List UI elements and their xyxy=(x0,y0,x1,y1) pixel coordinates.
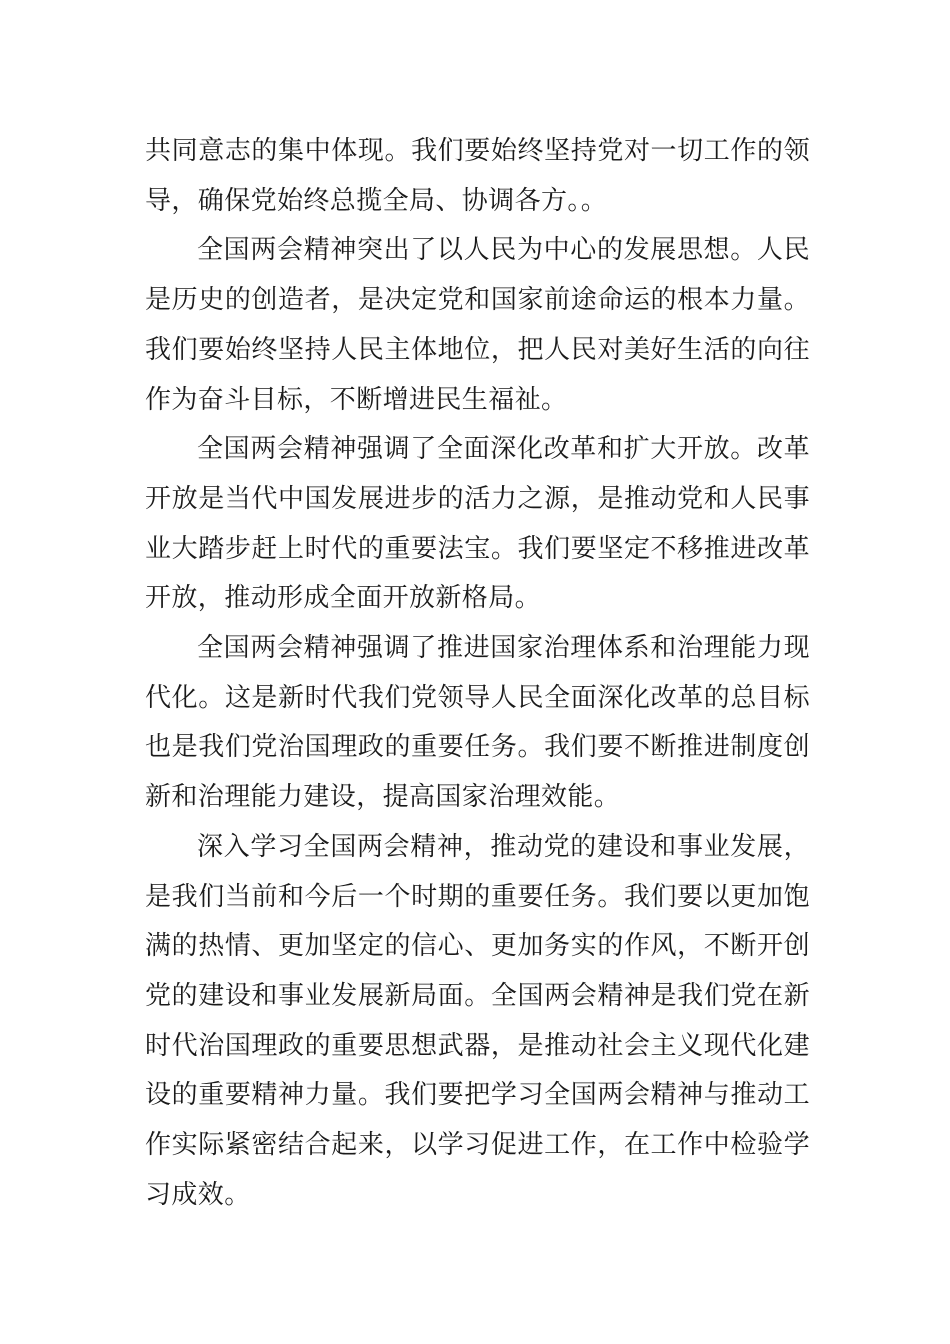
paragraph-reform-opening: 全国两会精神强调了全面深化改革和扩大开放。改革开放是当代中国发展进步的活力之源，是推动党和人民事业大踏步赶上时代的重要法宝。我们要坚定不移推进改革开放，推动形成全面开放新格局。 xyxy=(145,434,810,614)
paragraph-people-centered: 全国两会精神突出了以人民为中心的发展思想。人民是历史的创造者，是决定党和国家前途命运的根本力量。我们要始终坚持人民主体地位，把人民对美好生活的向往作为奋斗目标，不断增进民生福祉。 xyxy=(145,235,810,415)
document-body xyxy=(145,127,810,1220)
paragraph-conclusion: 深入学习全国两会精神，推动党的建设和事业发展，是我们当前和今后一个时期的重要任务。我们要以更加饱满的热情、更加坚定的信心、更加务实的作风，不断开创党的建设和事业发展新局面。全国两会精神是我们党在新时代治国理政的重要思想武器，是推动社会主义现代化建设的重要精神力量。我们要把学习全国两会精神与推动工作实际紧密结合起来，以学习促进工作，在工作中检验学习成效。 xyxy=(145,831,810,1210)
paragraph-continuation: 共同意志的集中体现。我们要始终坚持党对一切工作的领导，确保党始终总揽全局、协调各方。。 xyxy=(145,136,810,216)
paragraph-governance: 全国两会精神强调了推进国家治理体系和治理能力现代化。这是新时代我们党领导人民全面深化改革的总目标也是我们党治国理政的重要任务。我们要不断推进制度创新和治理能力建设，提高国家治理效能。 xyxy=(145,633,810,813)
